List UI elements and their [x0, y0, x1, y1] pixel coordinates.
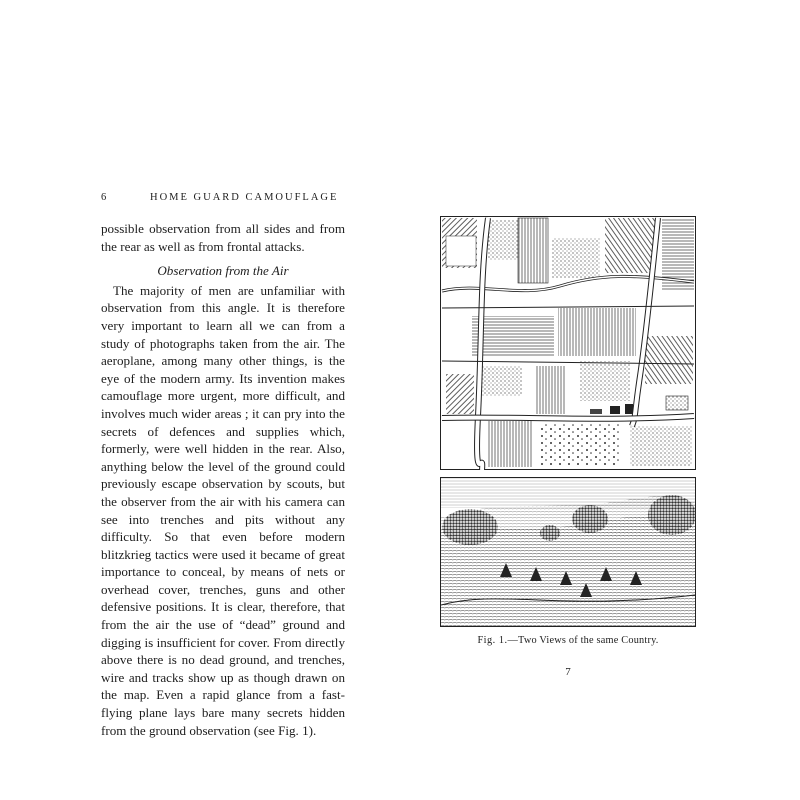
left-page [101, 190, 345, 739]
right-page [440, 216, 696, 678]
aerial-view-illustration [440, 216, 696, 470]
running-title: HOME GUARD CAMOUFLAGE [150, 192, 339, 203]
continued-paragraph: possible observation from all sides and from the rear as well as from frontal attacks. [101, 221, 345, 254]
section-heading: Observation from the Air [157, 263, 289, 279]
figure-1 [440, 216, 696, 627]
left-page-number: 6 [101, 192, 107, 203]
body-text [101, 220, 345, 739]
running-head [101, 190, 345, 210]
main-paragraph: The majority of men are unfamiliar with observation from this angle. It is therefore very important to learn all we can from a study of photographs taken from the air. The aeroplane, among many other things, is the eye of the modern army. Its invention makes camouflage more urgent, more difficult, and involves much wider areas ; it can pry into the secrets of defences and supplies which, formerly, were well hidden in the rear. Also, anything below the level of the ground could previously escape observation by scouts, but the observer from the air with his camera can see into trenches and pits without any difficulty. So that even before modern blitzkrieg tactics were used it became of great importance to conceal, by means of nets or overhead cover, trenches, guns and other defensive positions. It is clear, therefore, that from the air the use of “dead” ground and digging is insufficient for cover. From directly above there is no dead ground, and trenches, wire and tracks show up as though drawn on the map. Even a rapid glance from a fast-flying plane lays bare many secrets hidden from the ground observation (see Fig. 1). [101, 282, 345, 738]
right-page-number: 7 [565, 666, 571, 678]
figure-label: Fig. 1. [477, 635, 508, 646]
figure-caption [440, 635, 696, 646]
ground-view-illustration [440, 477, 696, 627]
figure-caption-text: —Two Views of the same Country. [507, 635, 659, 646]
